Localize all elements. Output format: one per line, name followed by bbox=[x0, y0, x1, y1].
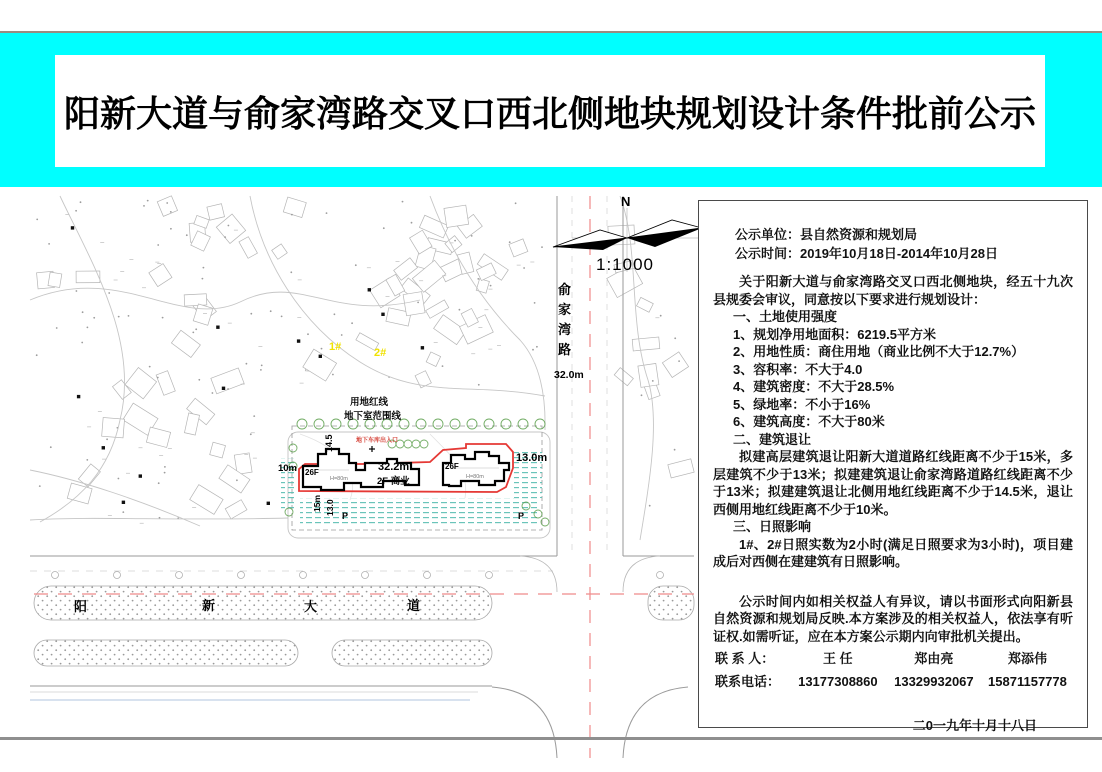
notice-panel bbox=[698, 200, 1088, 733]
dim-center-label: 32.2m bbox=[378, 461, 410, 473]
section-1-item: 5、绿地率：不小于16% bbox=[733, 396, 871, 412]
header-band bbox=[0, 33, 1102, 187]
title-box bbox=[55, 55, 1045, 167]
building-2-floors-label: 26F bbox=[445, 462, 459, 471]
section-2-title: 二、建筑退让 bbox=[733, 431, 812, 447]
contacts-row bbox=[713, 649, 1073, 668]
v-road-char: 湾 bbox=[558, 322, 572, 337]
bottom-frame-line bbox=[0, 737, 1102, 740]
horizontal-road bbox=[30, 556, 694, 758]
parking-label-1: P bbox=[342, 511, 349, 521]
v-road-char: 家 bbox=[558, 302, 572, 317]
time-line: 公示时间：2019年10月18日-2014年10月28日 bbox=[735, 246, 999, 261]
dim-east-label: 13.0m bbox=[516, 452, 548, 464]
section-1-item: 6、建筑高度：不大于80米 bbox=[733, 414, 885, 429]
section-1-item: 1、规划净用地面积：6219.5平方米 bbox=[733, 326, 936, 342]
podium-label: 2F 商业 bbox=[377, 476, 410, 487]
page-title: 阳新大道与俞家湾路交叉口西北侧地块规划设计条件批前公示 bbox=[63, 92, 1036, 134]
red-line-label: 用地红线 bbox=[350, 397, 389, 408]
intro-paragraph: 关于阳新大道与俞家湾路交叉口西北侧地块，经五十九次县规委会审议，同意按以下要求进行规划设计： bbox=[713, 274, 1073, 307]
v-road-char: 路 bbox=[558, 342, 572, 357]
dim-north-label: 14.5 bbox=[324, 434, 334, 452]
h-road-char: 新 bbox=[202, 598, 216, 613]
development-plot bbox=[278, 396, 550, 538]
garage-entrance-label: 地下车库出入口 bbox=[356, 438, 399, 444]
phone-number: 15871157778 bbox=[988, 674, 1067, 689]
v-road-width-label: 32.0m bbox=[554, 369, 584, 381]
section-3-body: 1#、2#日照实数为2小时(满足日照要求为3小时)，项目建成后对西侧在建建筑有日照影响。 bbox=[713, 536, 1073, 569]
date-line: 二0一九年十月十八日 bbox=[912, 718, 1037, 733]
tower-tag-1: 1# bbox=[329, 341, 342, 353]
section-1-item: 3、容积率：不大于4.0 bbox=[733, 361, 863, 377]
building-2-height-label: H=80m bbox=[466, 474, 484, 480]
section-1-item: 2、用地性质：商住用地（商业比例不大于12.7%） bbox=[733, 344, 1025, 359]
org-line: 公示单位：县自然资源和规划局 bbox=[735, 227, 918, 242]
building-1-height-label: H=80m bbox=[330, 476, 348, 482]
tower-tag-2: 2# bbox=[374, 347, 387, 359]
dim-south1-label: 15m bbox=[312, 494, 322, 512]
objection-notice: 公示时间内如相关权益人有异议，请以书面形式向阳新县自然资源和规划局反映.本方案涉及的相关权益人，依法享有听证权.如需听证，应在本方案公示期内向审批机关提出。 bbox=[713, 593, 1073, 644]
basement-line-label: 地下室范围线 bbox=[344, 411, 402, 422]
section-2-body: 拟建高层建筑退让阳新大道道路红线距离不少于15米，多层建筑不少于13米；拟建建筑退让俞家湾路道路红线距离不少于13米；拟建建筑退让北侧用地红线距离不少于14.5米，退让西侧用地红线距离不少于10米。 bbox=[713, 449, 1073, 517]
dim-west-label: 10m bbox=[277, 463, 297, 474]
contact-label: 联 系 人： bbox=[715, 651, 775, 666]
section-1-item: 4、建筑密度：不大于28.5% bbox=[733, 379, 895, 394]
contact-name: 王 任 bbox=[823, 651, 853, 666]
dim-south2-label: 13.0 bbox=[325, 499, 335, 516]
h-road-char: 大 bbox=[304, 599, 318, 614]
contact-name: 郑添伟 bbox=[1007, 651, 1047, 666]
h-road-char: 道 bbox=[407, 598, 421, 613]
section-3-title: 三、日照影响 bbox=[733, 519, 812, 534]
building-1-floors-label: 26F bbox=[305, 468, 319, 477]
v-road-char: 俞 bbox=[558, 282, 572, 297]
phone-number: 13177308860 bbox=[798, 674, 878, 689]
phone-label: 联系电话： bbox=[715, 674, 781, 689]
phones-row bbox=[713, 672, 1073, 691]
section-1-title: 一、土地使用强度 bbox=[733, 309, 838, 324]
parking-label-2: P bbox=[518, 511, 525, 521]
h-road-char: 阳 bbox=[74, 599, 88, 614]
north-label: N bbox=[621, 194, 631, 209]
phone-number: 13329932067 bbox=[894, 674, 974, 689]
scale-label: 1:1000 bbox=[596, 255, 654, 274]
contact-name: 郑由亮 bbox=[914, 651, 954, 666]
